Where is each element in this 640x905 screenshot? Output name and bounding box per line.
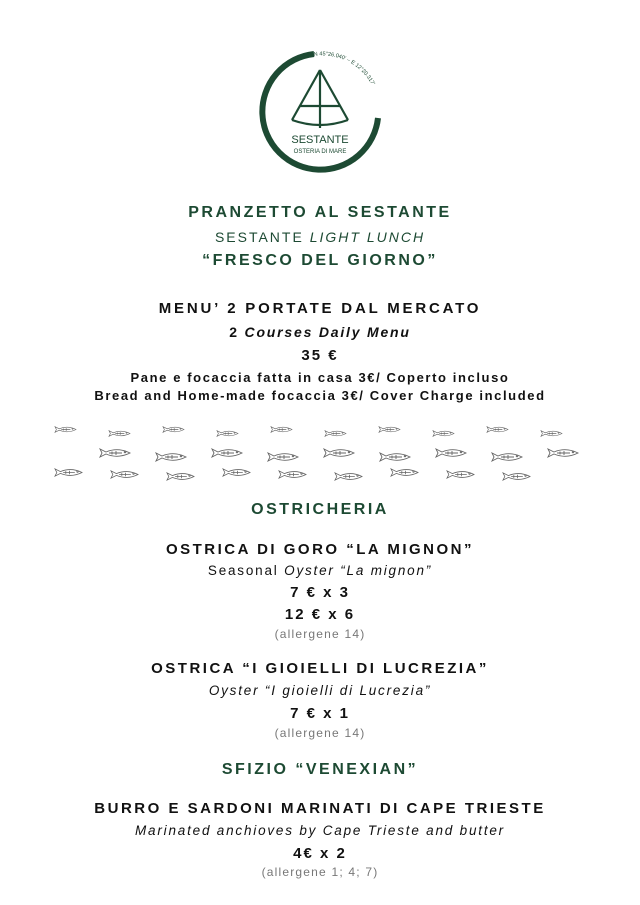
lunch-subtitle-italic: LIGHT LUNCH [309, 229, 426, 245]
bread-note-en: Bread and Home-made focaccia 3€/ Cover Charge included [94, 388, 546, 403]
oyster-2-desc-italic: Oyster “I gioielli di Lucrezia” [208, 683, 432, 698]
sardoni-desc: Marinated anchioves by Cape Trieste and butter [135, 823, 505, 838]
oyster-1-name: OSTRICA DI GORO “LA MIGNON” [165, 541, 475, 558]
svg-text:N 45°26.040' – E 12°20.317' [313, 51, 375, 86]
sardoni-name: BURRO E SARDONI MARINATI DI CAPE TRIESTE [94, 800, 546, 817]
fish-icon [109, 431, 130, 437]
fish-icon [447, 471, 474, 478]
fish-icon [217, 431, 238, 437]
fish-icon [487, 427, 508, 433]
lunch-tagline: “FRESCO DEL GIORNO” [202, 252, 438, 269]
fish-icon [163, 427, 184, 433]
fish-icon [324, 449, 354, 457]
oyster-2-name: OSTRICA “I GIOIELLI DI LUCREZIA” [151, 660, 489, 677]
fish-icon [156, 453, 186, 461]
fish-icon [548, 449, 578, 457]
fish-icon [167, 473, 194, 480]
fish-icon [335, 473, 362, 480]
fish-icon [379, 427, 400, 433]
logo-tagline: OSTERIA DI MARE [293, 149, 347, 155]
fish-icon [433, 431, 454, 437]
logo-name: SESTANTE [291, 134, 349, 146]
oyster-2-desc [0, 683, 640, 698]
menu-title: MENU’ 2 PORTATE DAL MERCATO [158, 300, 482, 317]
fish-icon [268, 453, 298, 461]
oyster-1-allergens: (allergene 14) [274, 627, 366, 641]
fish-icon [503, 473, 530, 480]
menu-subtitle-prefix: 2 [229, 324, 245, 340]
oyster-1-desc [0, 563, 640, 578]
fish-icon [111, 471, 138, 478]
logo-coords: N 45°26.040' – E 12°20.317' [313, 51, 376, 87]
oyster-1-desc-italic: Oyster “La mignon” [284, 563, 433, 578]
ostricheria-heading: OSTRICHERIA [251, 501, 389, 518]
sardoni-price: 4€ x 2 [293, 845, 347, 862]
menu-subtitle-italic: Courses Daily Menu [244, 324, 411, 340]
oyster-1-price-1: 7 € x 3 [290, 584, 350, 601]
sardoni-allergens: (allergene 1; 4; 7) [261, 865, 379, 879]
lunch-title: PRANZETTO AL SESTANTE [188, 204, 452, 221]
lunch-subtitle-prefix: SESTANTE [214, 229, 310, 245]
fish-icon [212, 449, 242, 457]
menu-price: 35 € [301, 347, 339, 364]
fish-icon [223, 469, 250, 476]
sfizio-heading: SFIZIO “VENEXIAN” [221, 761, 419, 778]
lunch-subtitle [0, 229, 640, 245]
fish-icon [380, 453, 410, 461]
fish-icon [55, 427, 76, 433]
oyster-2-allergens: (allergene 14) [274, 726, 366, 740]
sextant-icon [292, 70, 348, 128]
menu-subtitle [0, 324, 640, 340]
fish-icon [492, 453, 522, 461]
fish-icon [271, 427, 292, 433]
fish-icon [436, 449, 466, 457]
bread-note-it: Pane e focaccia fatta in casa 3€/ Coperto incluso [130, 370, 510, 385]
sestante-logo [256, 48, 384, 176]
fish-icon [279, 471, 306, 478]
oyster-2-price: 7 € x 1 [290, 705, 350, 722]
fish-school-decoration [50, 420, 590, 484]
fish-icon [541, 431, 562, 437]
oyster-1-price-2: 12 € x 6 [284, 606, 356, 623]
fish-icon [100, 449, 130, 457]
oyster-1-desc-prefix: Seasonal [207, 563, 285, 578]
fish-icon [55, 469, 82, 476]
fish-icon [391, 469, 418, 476]
fish-icon [325, 431, 346, 437]
